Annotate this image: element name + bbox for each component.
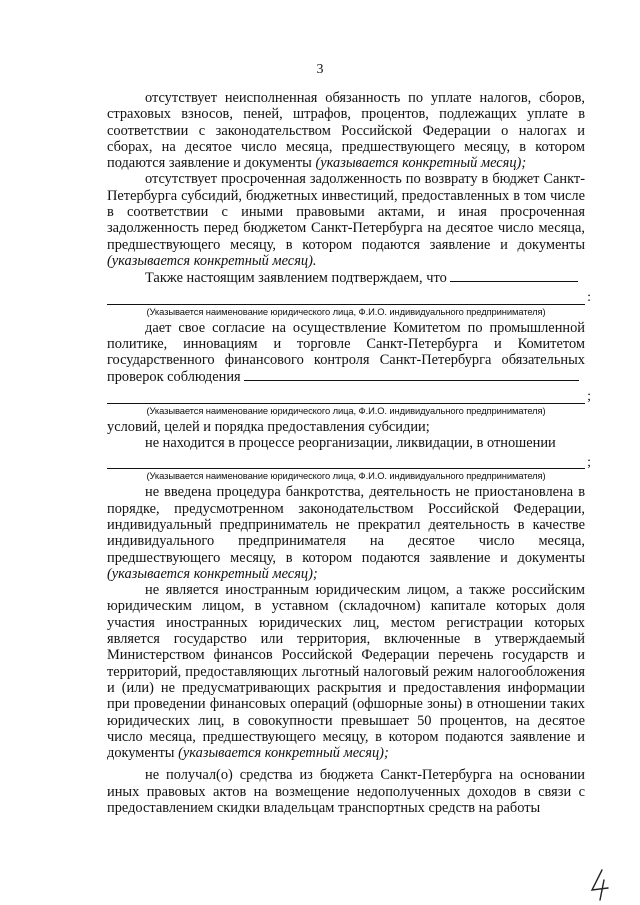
- paragraph-bankruptcy: [107, 484, 585, 582]
- page-number: 3: [316, 62, 324, 77]
- paragraph-tax-obligations: [107, 90, 585, 171]
- paragraph-text: не является иностранным юридическим лицом, а также российским юридическим лицом, в уставном (складочном) капитале которых доля участия иностранных юридических лиц, местом регистрации которых является государство или территория, включенные в утверждаемый Министерством финансов Российской Федерации перечень государств и территорий, предоставляющих льготный налоговый режим налогообложения и (или) не предусматривающих раскрытия и предоставления информации при проведении финансовых операций (офшорные зоны) в отношении таких юридических лиц, в совокупности превышает 50 процентов, на десятое число месяца, предшествующего месяцу, в котором подаются заявление и документы: [107, 582, 585, 762]
- entity-name-line-3[interactable]: [107, 452, 591, 471]
- semicolon-mark: ;: [587, 455, 591, 471]
- colon-mark: :: [587, 290, 591, 306]
- month-note: (указывается конкретный месяц);: [315, 155, 527, 172]
- blank-line[interactable]: [244, 368, 579, 381]
- month-note: (указывается конкретный месяц).: [107, 252, 317, 269]
- field-caption: (Указывается наименование юридического лица, Ф.И.О. индивидуального предпринимателя): [146, 404, 546, 416]
- document-body: [107, 90, 591, 816]
- field-caption: (Указывается наименование юридического лица, Ф.И.О. индивидуального предпринимателя): [146, 470, 546, 482]
- paragraph-other-funds: не получал(о) средства из бюджета Санкт-Петербурга на основании иных правовых актов на возмещение недополученных доходов в связи с предоставлением скидки владельцам транспортных средств на работы: [107, 767, 585, 816]
- entity-name-line-1[interactable]: [107, 288, 591, 306]
- paragraph-text: не введена процедура банкротства, деятельность не приостановлена в порядке, предусмотренном законодательством Российской Федерации, индивидуальный предприниматель не прекратил деятельность в качестве индивидуального предпринимателя на десятое число месяца, предшествующего месяцу, в котором подаются заявление и документы: [107, 484, 585, 566]
- field-caption: (Указывается наименование юридического лица, Ф.И.О. индивидуального предпринимателя): [146, 305, 546, 317]
- paragraph-budget-debt: [107, 171, 585, 269]
- month-note: (указывается конкретный месяц);: [107, 565, 318, 582]
- paragraph-text: дает свое согласие на осуществление Комитетом по промышленной политике, инновациям и торговле Санкт-Петербурга и Комитетом государственного финансового контроля Санкт-Петербурга обязательных проверок соблюдения: [107, 319, 585, 386]
- month-note: (указывается конкретный месяц);: [178, 745, 389, 762]
- paragraph-text: отсутствует просроченная задолженность по возврату в бюджет Санкт-Петербурга субсидий, бюджетных инвестиций, предоставленных в том числе в соответствии с иными правовыми актами, и иная просроченная задолженность перед бюджетом Санкт-Петербурга на десятое число месяца, предшествующего месяцу, в котором подаются заявление и документы: [107, 171, 585, 253]
- paragraph-confirmation: [107, 269, 585, 286]
- paragraph-consent: [107, 320, 585, 386]
- blank-line[interactable]: [450, 269, 578, 282]
- paragraph-reorganization: не находится в процессе реорганизации, ликвидации, в отношении: [145, 435, 556, 452]
- handwritten-mark-icon: [588, 868, 612, 902]
- entity-name-line-2[interactable]: [107, 387, 591, 405]
- paragraph-text: Также настоящим заявлением подтверждаем, что: [145, 270, 447, 287]
- paragraph-text: отсутствует неисполненная обязанность по уплате налогов, сборов, страховых взносов, пеней, штрафов, процентов, подлежащих уплате в соответствии с законодательством Российской Федерации о налогах и сборах, на десятое число месяца, предшествующего месяцу, в котором подаются заявление и документы: [107, 90, 585, 172]
- paragraph-conditions: условий, целей и порядка предоставления субсидии;: [107, 418, 430, 435]
- semicolon-mark: ;: [587, 389, 591, 405]
- paragraph-foreign-entity: [107, 582, 585, 761]
